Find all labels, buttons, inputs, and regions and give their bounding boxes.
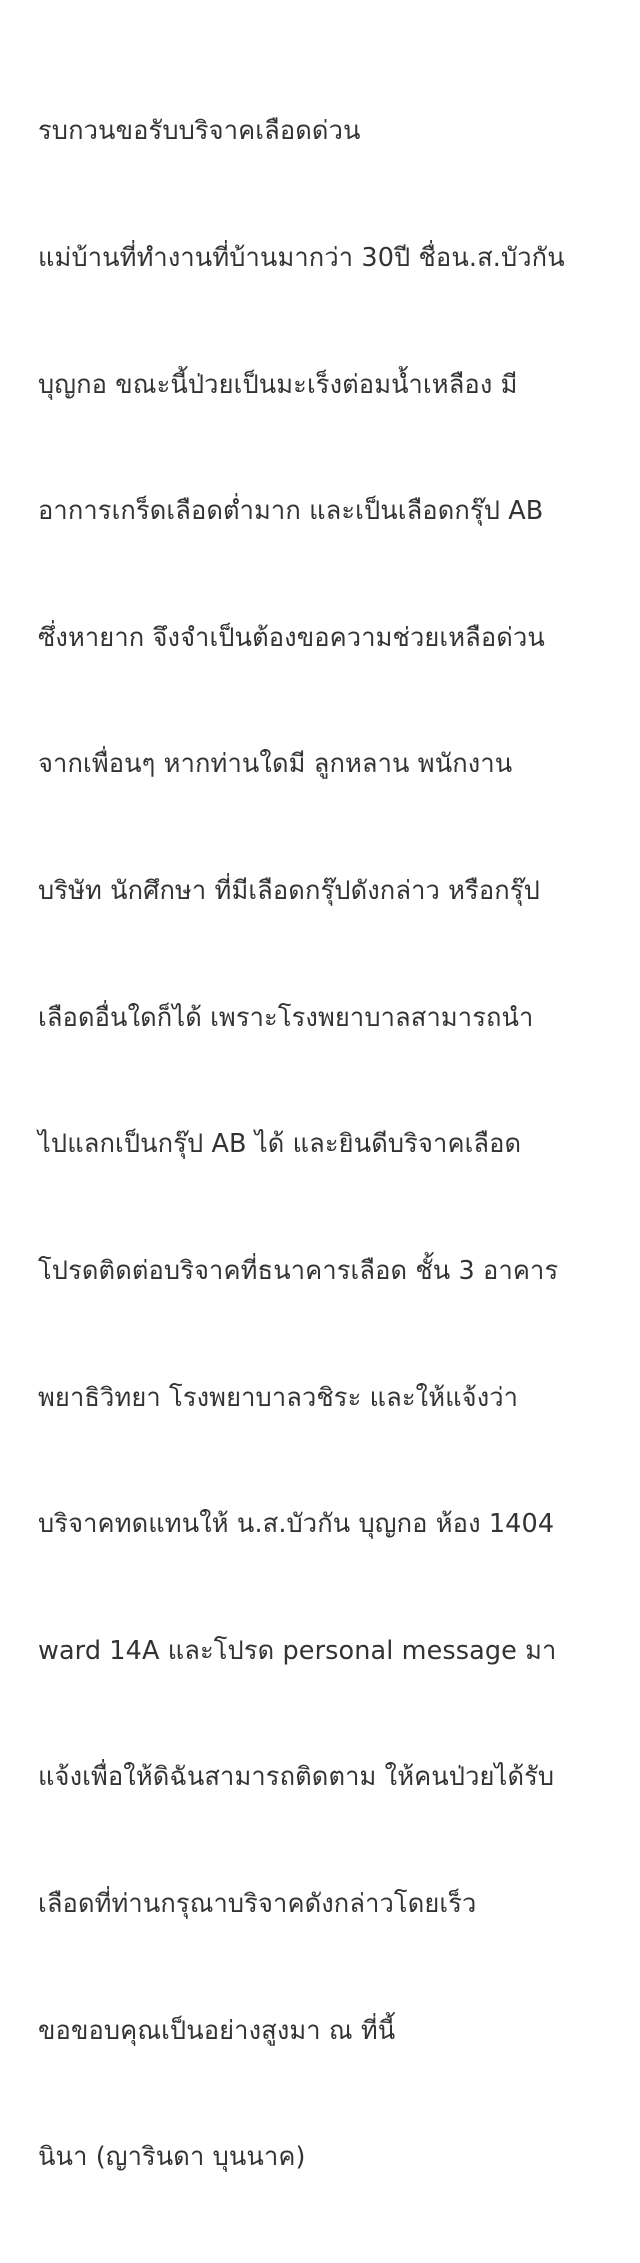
text-line: พยาธิวิทยา โรงพยาบาลวชิระ และให้แจ้งว่า xyxy=(38,1382,519,1413)
text-line: บุญกอ ขณะนี้ป่วยเป็นมะเร็งต่อมน้ำเหลือง มี xyxy=(38,369,518,400)
text-line: บริษัท นักศึกษา ที่มีเลือดกรุ๊ปดังกล่าว หรือกรุ๊ป xyxy=(38,876,540,907)
text-line: แจ้งเพื่อให้ดิฉันสามารถติดตาม ให้คนป่วยได้รับ xyxy=(38,1762,555,1793)
text-line: เลือดที่ท่านกรุณาบริจาคดังกล่าวโดยเร็ว xyxy=(38,1888,477,1919)
text-line: แม่บ้านที่ทำงานที่บ้านมากว่า 30ปี ชื่อน.ส.บัวกัน xyxy=(38,243,565,274)
post-body-text xyxy=(38,26,606,2263)
text-line: ขอขอบคุณเป็นอย่างสูงมา ณ ที่นี้ xyxy=(38,2015,396,2046)
text-line: เลือดอื่นใดก็ได้ เพราะโรงพยาบาลสามารถนำ xyxy=(38,1002,534,1033)
text-line: โปรดติดต่อบริจาคที่ธนาคารเลือด ชั้น 3 อาคาร xyxy=(38,1255,559,1286)
text-line: นินา (ญารินดา บุนนาค) xyxy=(38,2142,306,2173)
text-line: อาการเกร็ดเลือดต่ำมาก และเป็นเลือดกรุ๊ป AB xyxy=(38,496,544,527)
text-line: บริจาคทดแทนให้ น.ส.บัวกัน บุญกอ ห้อง 1404 xyxy=(38,1509,555,1540)
text-line: ward 14A และโปรด personal message มา xyxy=(38,1635,557,1666)
text-line: จากเพื่อนๆ หากท่านใดมี ลูกหลาน พนักงาน xyxy=(38,749,513,780)
text-line: รบกวนขอรับบริจาคเลือดด่วน xyxy=(38,116,361,147)
text-line: ไปแลกเป็นกรุ๊ป AB ได้ และยินดีบริจาคเลือด xyxy=(38,1129,522,1160)
text-line: ซึ่งหายาก จึงจำเป็นต้องขอความช่วยเหลือด่วน xyxy=(38,622,545,653)
